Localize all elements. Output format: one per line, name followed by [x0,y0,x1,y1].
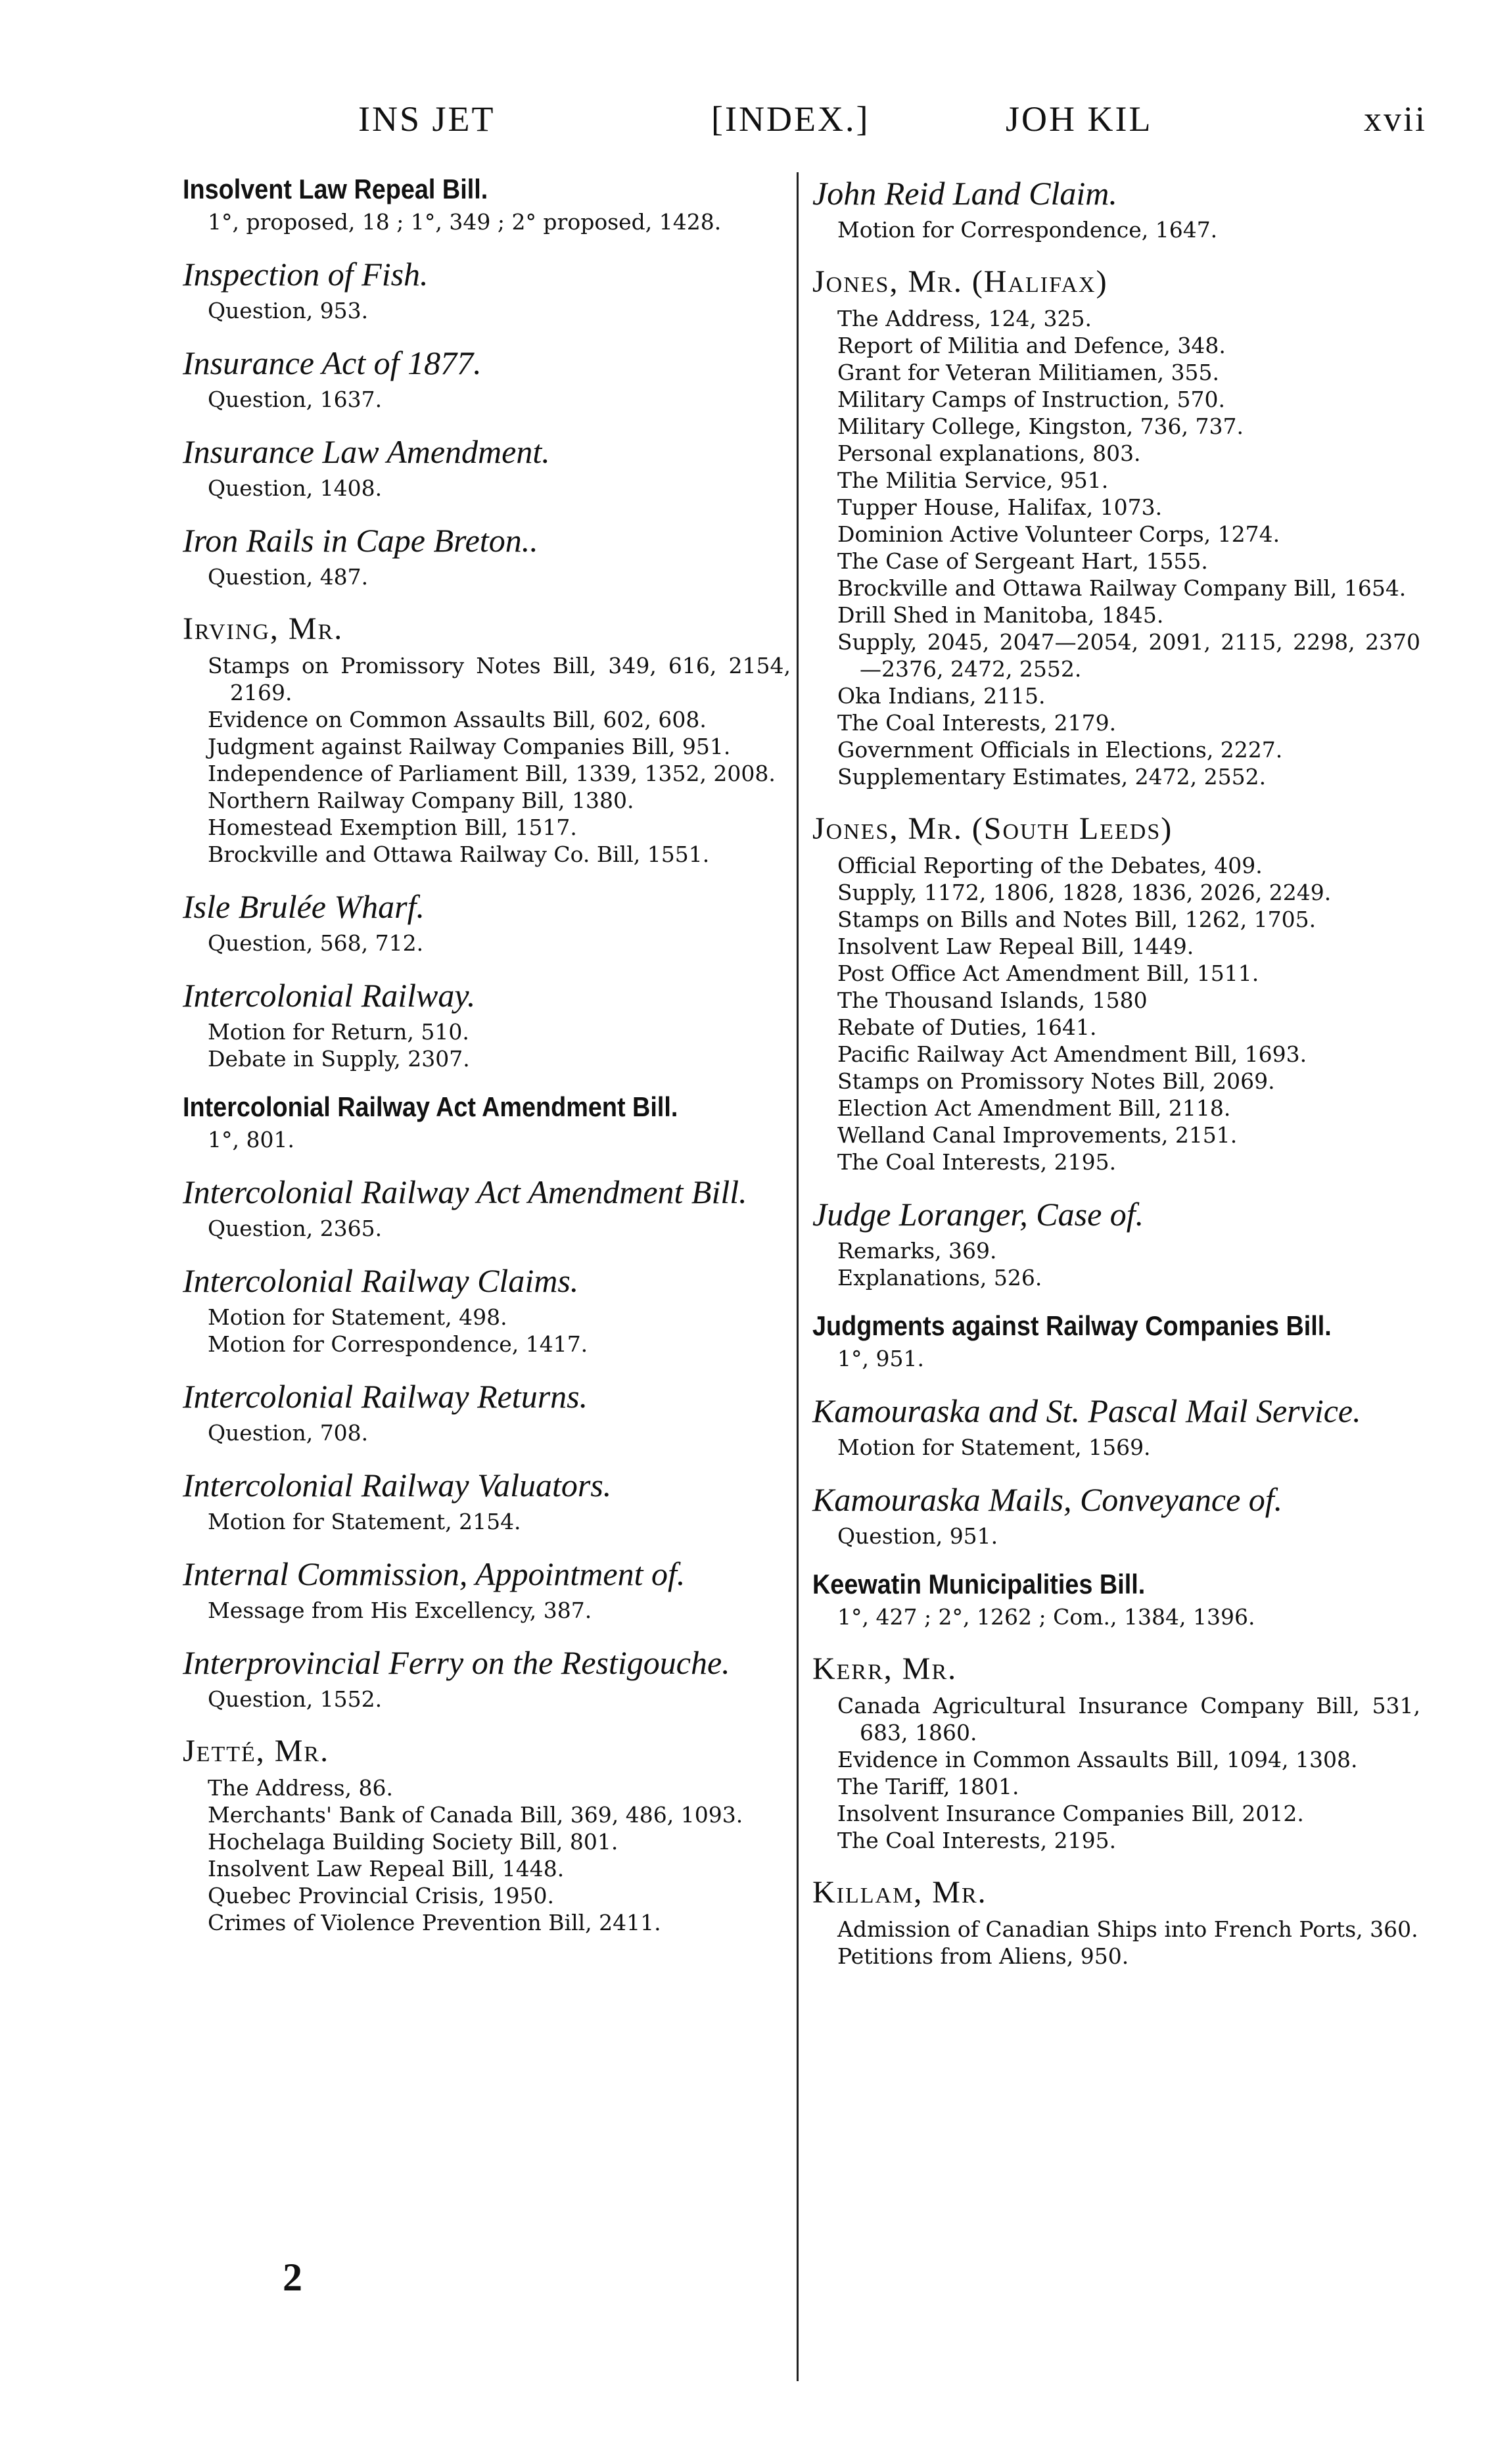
entry-reference: Brockville and Ottawa Railway Company Bill, 1654. [837,575,1407,601]
index-entry [812,1481,1420,1550]
entry-reference: Remarks, 369. [837,1238,997,1264]
entry-reference: Motion for Statement, 498. [208,1304,507,1330]
entry-reference: Military College, Kingston, 736, 737. [837,414,1244,439]
entry-reference: Question, 708. [208,1420,369,1446]
entry-heading: Iron Rails in Cape Breton.. [183,522,538,559]
entry-heading: Insurance Law Amendment. [183,433,550,470]
index-label: [INDEX.] [711,99,870,139]
index-entry [812,810,1420,1175]
entry-reference: The Address, 86. [208,1775,393,1801]
index-entry [812,1311,1420,1372]
entry-heading: Jones, Mr. (Halifax) [812,264,1108,299]
entry-reference: Homestead Exemption Bill, 1517. [208,815,577,840]
entry-reference: Question, 2365. [208,1216,383,1241]
entry-heading: Jones, Mr. (South Leeds) [812,811,1173,846]
entry-reference: Explanations, 526. [837,1265,1042,1291]
index-entry [183,976,791,1072]
index-entry [812,1650,1420,1854]
entry-reference: Post Office Act Amendment Bill, 1511. [837,960,1259,986]
entry-reference: Quebec Provincial Crisis, 1950. [208,1883,554,1908]
column-divider [797,172,799,2381]
entry-heading: Intercolonial Railway Claims. [183,1262,579,1299]
left-column [183,174,791,1956]
entry-reference: Independence of Parliament Bill, 1339, 1352, 2008. [208,761,776,786]
index-entry [812,174,1420,243]
index-entry [812,1569,1420,1630]
entry-heading: Kamouraska Mails, Conveyance of. [812,1481,1283,1518]
entry-reference: Election Act Amendment Bill, 2118. [837,1095,1231,1121]
entry-reference: Question, 951. [837,1523,998,1549]
index-entry [183,1262,791,1358]
right-catchwords: JOH KIL [1006,99,1153,139]
entry-reference: The Militia Service, 951. [837,467,1109,493]
entry-heading: Killam, Mr. [812,1875,987,1910]
entry-reference: Drill Shed in Manitoba, 1845. [837,602,1164,628]
index-entry [183,1555,791,1624]
entry-reference: Northern Railway Company Bill, 1380. [208,788,634,813]
entry-reference: Personal explanations, 803. [837,440,1141,466]
entry-reference: Motion for Correspondence, 1647. [837,217,1218,243]
index-entry [183,1092,791,1153]
entry-reference: Motion for Statement, 1569. [837,1434,1151,1460]
entry-reference: Question, 1637. [208,387,383,412]
left-catchwords: INS JET [358,99,496,139]
entry-heading: Kamouraska and St. Pascal Mail Service. [812,1392,1361,1429]
entry-reference: Supply, 2045, 2047—2054, 2091, 2115, 2298, 2370—2376, 2472, 2552. [837,629,1420,682]
entry-reference: Hochelaga Building Society Bill, 801. [208,1829,618,1855]
entry-reference: Canada Agricultural Insurance Company Bill, 531, 683, 1860. [837,1693,1420,1745]
index-entry [183,1732,791,1936]
entry-reference: Military Camps of Instruction, 570. [837,387,1226,412]
entry-reference: Evidence on Common Assaults Bill, 602, 608. [208,707,707,732]
entry-heading: Isle Brulée Wharf. [183,888,425,925]
entry-reference: Insolvent Law Repeal Bill, 1449. [837,934,1194,959]
index-entry [812,263,1420,790]
entry-reference: Question, 1408. [208,475,383,501]
entry-reference: Stamps on Promissory Notes Bill, 2069. [837,1068,1275,1094]
page-number: xvii [1364,99,1428,139]
entry-heading: Judge Loranger, Case of. [812,1196,1144,1233]
entry-reference: Supplementary Estimates, 2472, 2552. [837,764,1267,790]
signature-mark: 2 [283,2256,302,2299]
entry-heading: John Reid Land Claim. [812,175,1117,212]
entry-reference: The Coal Interests, 2195. [837,1828,1117,1853]
running-head [0,99,1492,151]
entry-reference: Evidence in Common Assaults Bill, 1094, 1308. [837,1747,1358,1772]
entry-reference: Merchants' Bank of Canada Bill, 369, 486, 1093. [208,1802,743,1828]
entry-reference: Crimes of Violence Prevention Bill, 2411. [208,1910,661,1935]
entry-heading: Interprovincial Ferry on the Restigouche. [183,1644,730,1681]
entry-heading: Insurance Act of 1877. [183,344,482,381]
entry-heading: Keewatin Municipalities Bill. [812,1569,1146,1599]
entry-reference: The Coal Interests, 2179. [837,710,1117,736]
entry-reference: Tupper House, Halifax, 1073. [837,494,1163,520]
entry-reference: 1°, proposed, 18 ; 1°, 349 ; 2° proposed, 1428. [208,209,722,235]
entry-heading: Intercolonial Railway Returns. [183,1378,588,1415]
entry-reference: Dominion Active Volunteer Corps, 1274. [837,521,1280,547]
entry-heading: Intercolonial Railway Act Amendment Bill. [183,1091,678,1122]
entry-reference: Oka Indians, 2115. [837,683,1046,709]
index-entry [183,521,791,590]
entry-reference: Admission of Canadian Ships into French Ports, 360. [837,1916,1418,1942]
entry-reference: Welland Canal Improvements, 2151. [837,1122,1238,1148]
index-entry [183,1173,791,1242]
entry-reference: Insolvent Insurance Companies Bill, 2012. [837,1801,1304,1826]
index-entry [183,1466,791,1535]
index-entry [183,1644,791,1713]
entry-reference: Motion for Statement, 2154. [208,1509,521,1534]
entry-reference: Question, 568, 712. [208,930,424,956]
entry-reference: Grant for Veteran Militiamen, 355. [837,360,1219,385]
index-entry [812,1195,1420,1291]
index-entry [812,1874,1420,1970]
entry-reference: Question, 953. [208,298,369,323]
entry-reference: Rebate of Duties, 1641. [837,1014,1097,1040]
entry-heading: Judgments against Railway Companies Bill. [812,1310,1332,1341]
entry-heading: Jetté, Mr. [183,1734,330,1768]
entry-reference: Official Reporting of the Debates, 409. [837,853,1263,878]
entry-reference: Brockville and Ottawa Railway Co. Bill, 1551. [208,841,710,867]
entry-reference: Supply, 1172, 1806, 1828, 1836, 2026, 2249. [837,880,1332,905]
entry-reference: Debate in Supply, 2307. [208,1046,470,1072]
entry-heading: Inspection of Fish. [183,256,429,293]
entry-reference: Pacific Railway Act Amendment Bill, 1693. [837,1041,1307,1067]
index-entry [812,1392,1420,1461]
entry-reference: Stamps on Bills and Notes Bill, 1262, 1705. [837,907,1317,932]
entry-reference: The Coal Interests, 2195. [837,1149,1117,1175]
entry-reference: Motion for Correspondence, 1417. [208,1331,588,1357]
index-entry [183,1377,791,1446]
index-entry [183,344,791,413]
entry-heading: Intercolonial Railway Valuators. [183,1467,612,1504]
entry-reference: 1°, 801. [208,1127,294,1152]
entry-reference: The Thousand Islands, 1580 [837,987,1148,1013]
entry-reference: The Tariff, 1801. [837,1774,1019,1799]
entry-heading: Irving, Mr. [183,611,344,646]
index-entry [183,433,791,502]
entry-heading: Internal Commission, Appointment of. [183,1555,686,1592]
index-entry [183,610,791,868]
entry-heading: Intercolonial Railway Act Amendment Bill. [183,1173,747,1210]
entry-reference: Insolvent Law Repeal Bill, 1448. [208,1856,565,1882]
entry-heading: Insolvent Law Repeal Bill. [183,174,488,204]
entry-reference: Stamps on Promissory Notes Bill, 349, 616, 2154, 2169. [208,653,791,705]
entry-reference: The Address, 124, 325. [837,306,1092,331]
right-column [812,174,1420,1989]
entry-reference: The Case of Sergeant Hart, 1555. [837,548,1208,574]
entry-reference: Report of Militia and Defence, 348. [837,333,1226,358]
entry-reference: Motion for Return, 510. [208,1019,469,1045]
index-entry [183,174,791,235]
entry-heading: Kerr, Mr. [812,1651,958,1686]
entry-reference: 1°, 427 ; 2°, 1262 ; Com., 1384, 1396. [837,1604,1255,1630]
entry-reference: Government Officials in Elections, 2227. [837,737,1283,763]
entry-reference: Question, 1552. [208,1686,383,1712]
entry-heading: Intercolonial Railway. [183,977,476,1014]
entry-reference: Judgment against Railway Companies Bill, 951. [208,734,731,759]
index-entry [183,255,791,324]
entry-reference: Message from His Excellency, 387. [208,1598,592,1623]
entry-reference: 1°, 951. [837,1346,924,1371]
entry-reference: Petitions from Aliens, 950. [837,1943,1129,1969]
index-entry [183,888,791,957]
entry-reference: Question, 487. [208,564,369,590]
